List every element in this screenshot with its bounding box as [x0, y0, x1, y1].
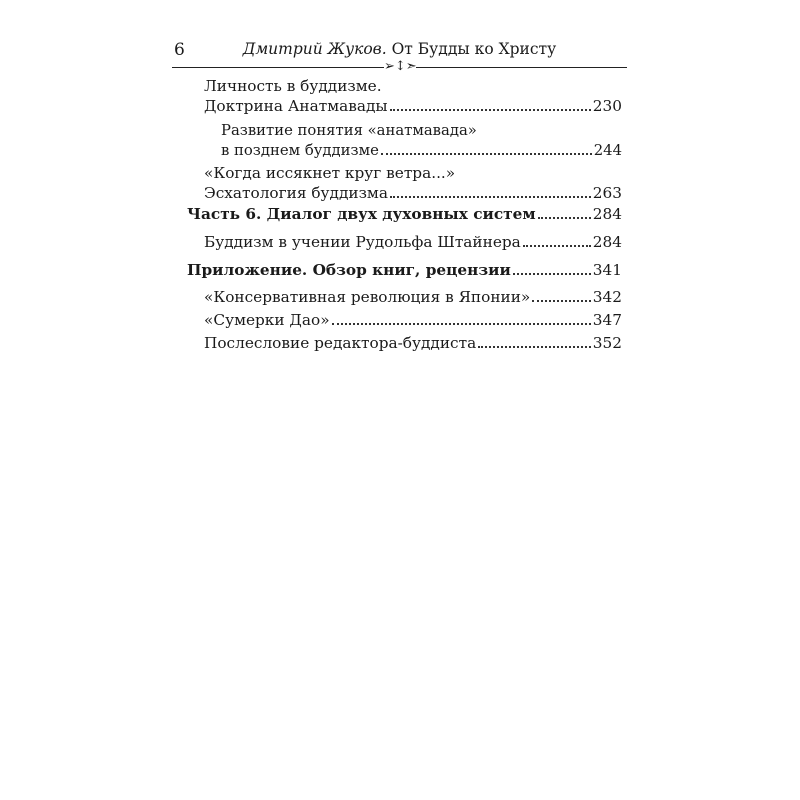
entry-title: Буддизм в учении Рудольфа Штайнера: [204, 233, 521, 251]
entry-page: 284: [592, 205, 622, 223]
entry-page: 342: [592, 288, 622, 306]
entry-title: «Консервативная революция в Японии»: [204, 288, 531, 306]
toc-entry[interactable]: [204, 310, 622, 330]
leader-dots: [478, 346, 591, 348]
toc-entry-part[interactable]: [187, 260, 622, 280]
entry-page: 244: [593, 142, 622, 159]
entry-title: в позднем буддизме: [221, 142, 379, 159]
toc-entry[interactable]: [204, 232, 622, 252]
toc-entry-part[interactable]: [187, 204, 622, 224]
toc-entry[interactable]: [221, 121, 622, 161]
entry-page: 230: [592, 97, 622, 115]
leader-dots: [390, 196, 591, 198]
leader-dots: [513, 273, 591, 275]
leader-dots: [332, 323, 591, 325]
entry-title: «Сумерки Дао»: [204, 311, 330, 329]
book-title: От Будды ко Христу: [391, 40, 557, 58]
ornament-icon: ➢↕➣: [384, 59, 417, 74]
leader-dots: [381, 153, 592, 155]
entry-page: 284: [592, 233, 622, 251]
entry-page: 347: [592, 311, 622, 329]
entry-title: Часть 6. Диалог двух духовных систем: [187, 205, 536, 223]
entry-title: Послесловие редактора-буддиста: [204, 334, 477, 352]
leader-dots: [523, 245, 591, 247]
leader-dots: [532, 300, 591, 302]
toc-entry[interactable]: [204, 76, 622, 116]
entry-title: Приложение. Обзор книг, рецензии: [187, 261, 511, 279]
entry-page: 341: [592, 261, 622, 279]
author: Дмитрий Жуков.: [242, 40, 387, 58]
entry-title: Доктрина Анатмавады: [204, 97, 388, 115]
leader-dots: [390, 109, 591, 111]
toc-entry[interactable]: [204, 333, 622, 353]
entry-title: Развитие понятия «анатмавада»: [221, 122, 477, 139]
toc-entry[interactable]: [204, 287, 622, 307]
entry-page: 352: [592, 334, 622, 352]
entry-title: «Когда иссякнет круг ветра...»: [204, 164, 456, 182]
entry-title: Личность в буддизме.: [204, 77, 382, 95]
running-header: [172, 40, 627, 58]
entry-title: Эсхатология буддизма: [204, 184, 388, 202]
leader-dots: [538, 217, 591, 219]
page-number: 6: [174, 40, 185, 60]
toc-entry[interactable]: [204, 163, 622, 203]
entry-page: 263: [592, 184, 622, 202]
